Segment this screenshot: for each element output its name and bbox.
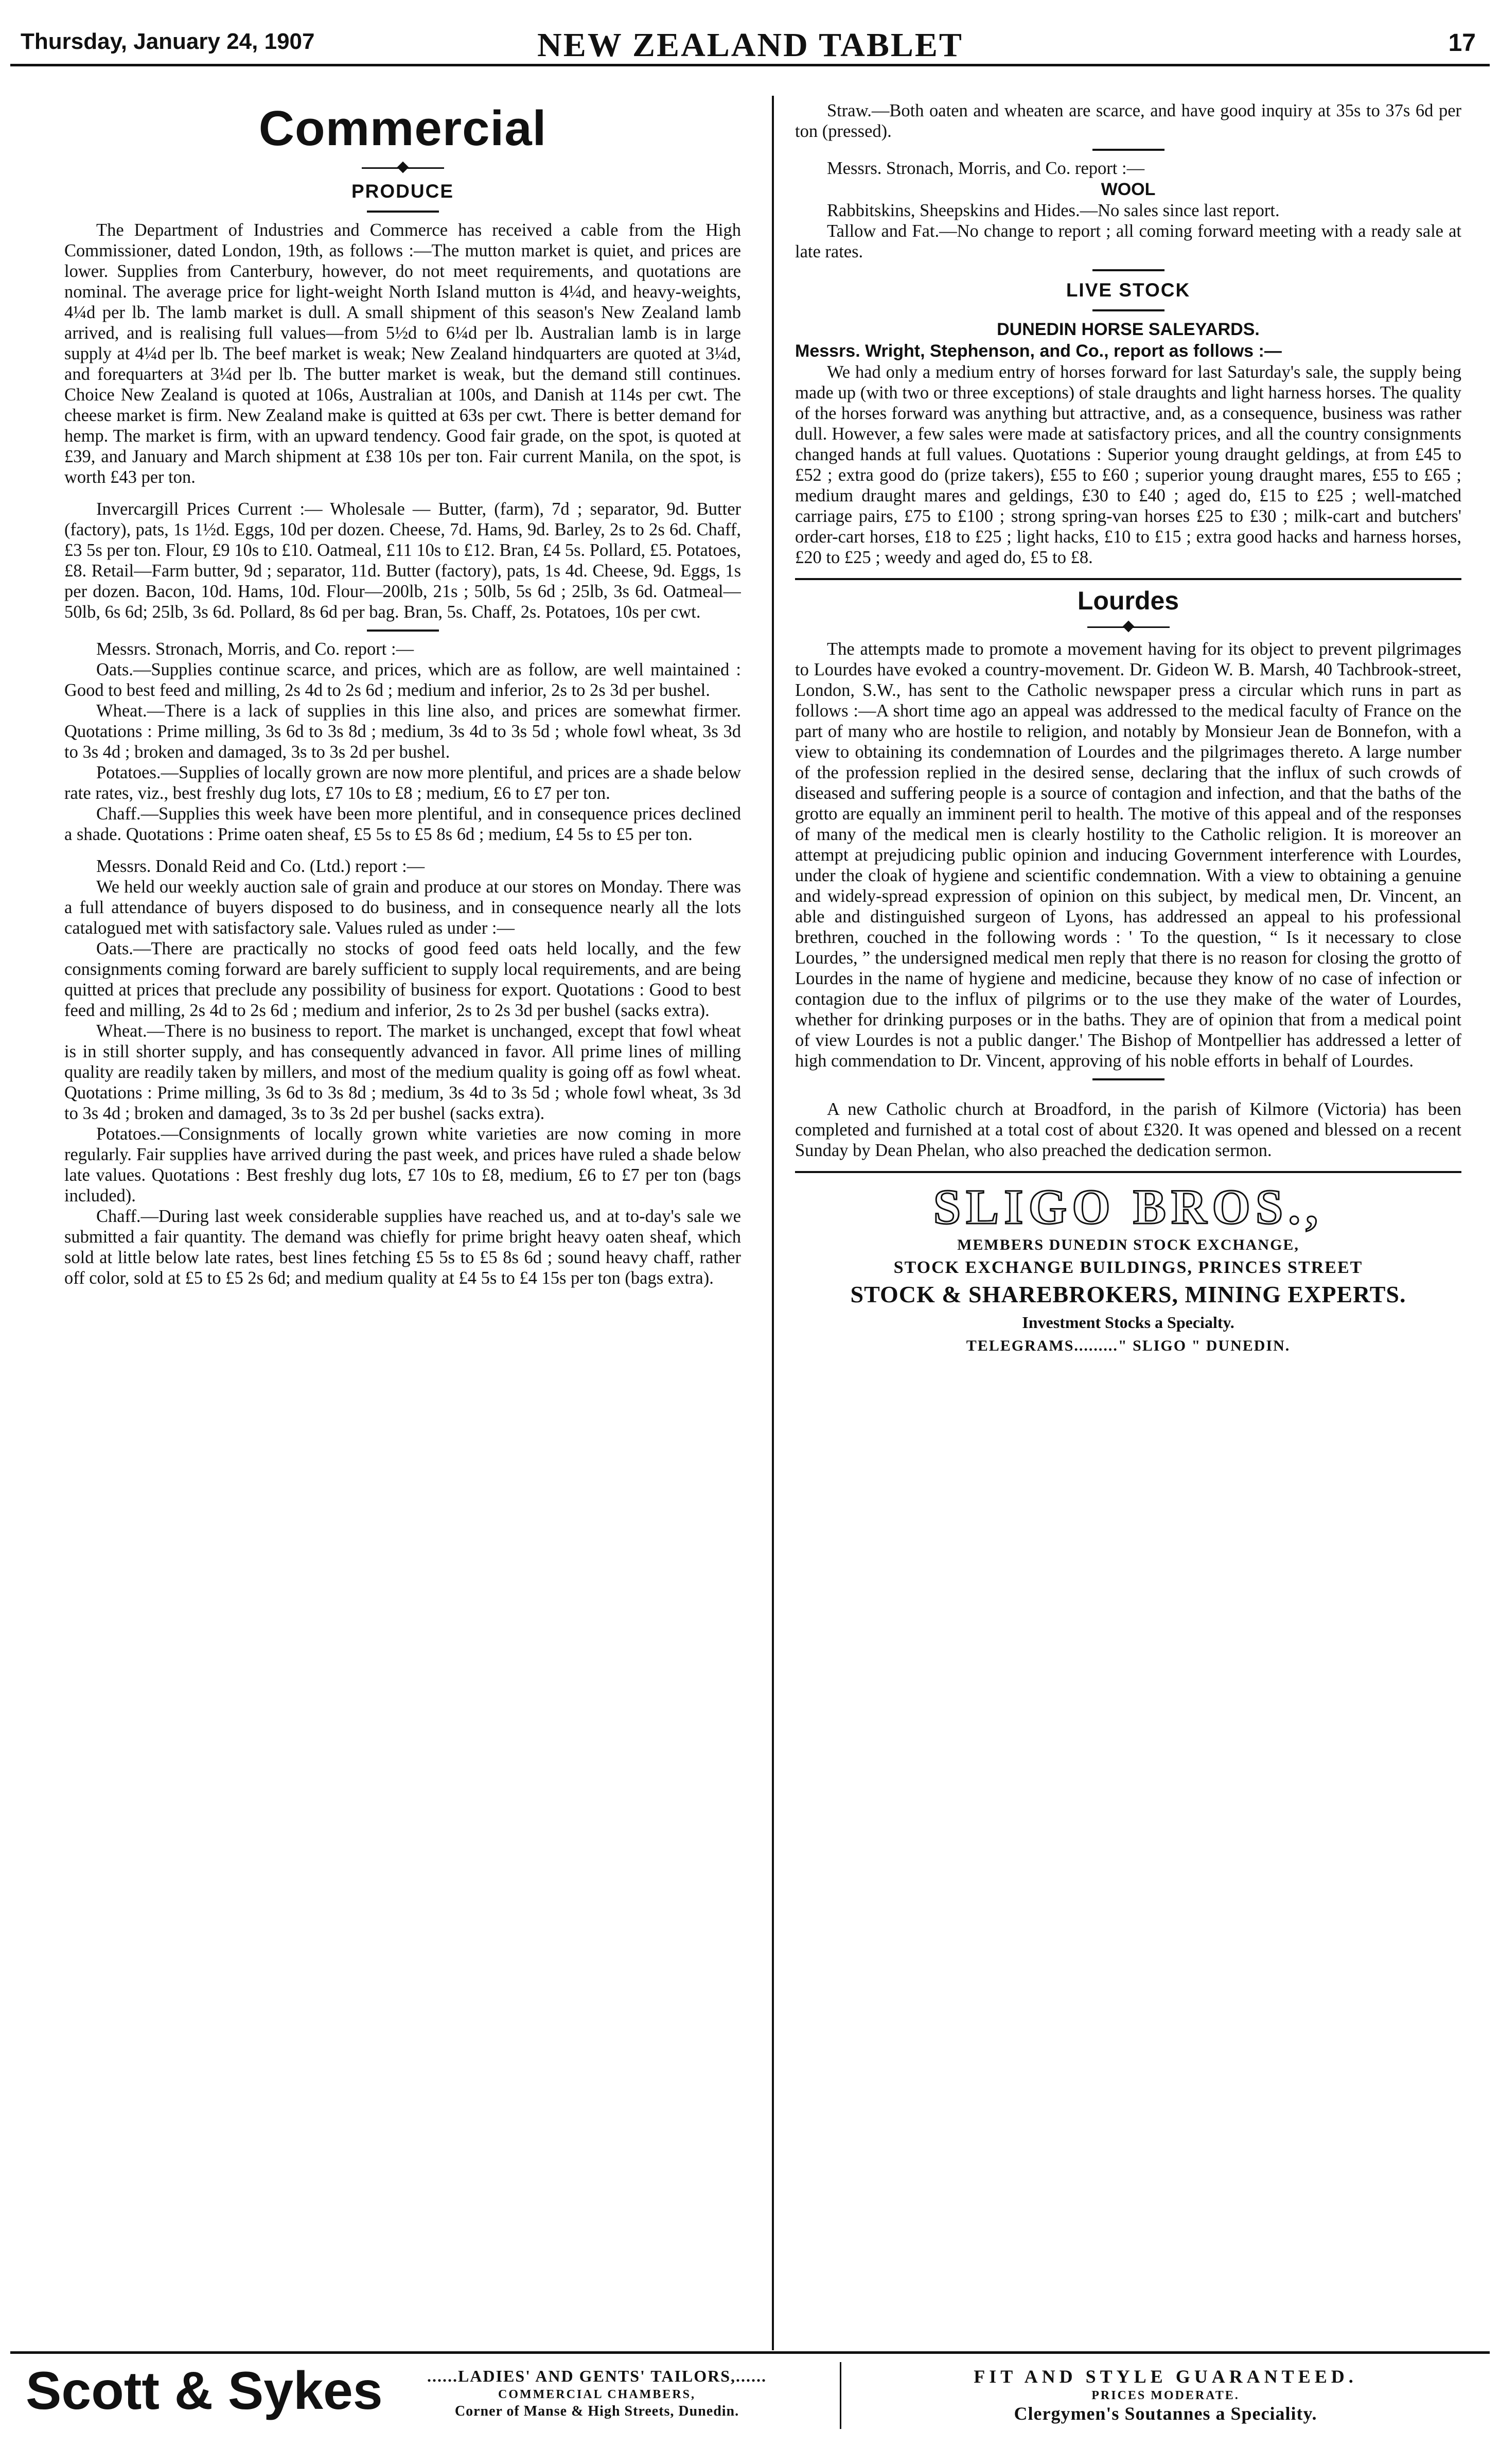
prices-line: PRICES MODERATE. [1091, 2389, 1240, 2402]
scott-sykes-name: Scott & Sykes [26, 2361, 383, 2421]
wool-rabbitskins: Rabbitskins, Sheepskins and Hides.—No sales since last report. [827, 201, 1280, 220]
scott-sykes-advert [10, 2355, 1490, 2458]
tailors-line: ......LADIES' AND GENTS' TAILORS,...... [427, 2367, 767, 2385]
donald-reid-chaff: Chaff.—During last week considerable supplies have reached us, and at to-day's sale we submitted a fair quantity. The demand was chiefly for prime bright heavy oaten sheaf, which sold at little below late rates, best lines fetching £5 5s to £5 8s 6d ; sound heavy chaff, rather off color, sold at £5 to £5 2s 6d; and medium quality at £4 5s to £4 15s per ton (bags extra). [64, 1207, 741, 1288]
short-rule [795, 143, 1461, 157]
short-rule [795, 303, 1461, 318]
lourdes-article: The attempts made to promote a movement having for its object to prevent pilgrimages to Lourdes have evoked a country-movement. Dr. Gideon W. B. Marsh, 40 Tachbrook-street, London, S.W., has sent to the Catholic newspaper press a circular which runs in part as follows :—A short time ago an appeal was addressed to the medical faculty of France on the part of many who are hostile to religion, and notably by Monsieur Jean de Bonnefon, with a view to obtaining its condemnation of Lourdes and the pilgrimages thereto. A large number of the profession replied in the desired sense, declaring that the influx of such crowds of diseased and suffering people is a source of contagion and infection, and that the baths of the grotto are equally an imminent peril to health. The motive of this appeal and of the responses of many of the medical men is clearly hostility to the Catholic religion. It is moreover an attempt at prejudicing public opinion and inducing Government interference with Lourdes, under the cloak of hygiene and scientific condemnation. With a view to obtaining a genuine and widely-spread expression of opinion on this subject, by medical men, Dr. Vincent, an able and distinguished surgeon of Lyons, has addressed an appeal to his professional brethren, couched in the following words : ' To the question, “ Is it necessary to close Lourdes, ” the undersigned medical men reply that there is no reason for closing the grotto of Lourdes in the name of hygiene and medicine, because they know of no case of infection or contagion due to the influx of pilgrims or to the use they make of the water of Lourdes, whether for drinking purposes or in the baths. They are of opinion that from a medical point of view Lourdes is not a public danger.' The Bishop of Montpellier has addressed a letter of high commendation to Dr. Vincent, approving of his noble efforts in behalf of Lourdes. [795, 639, 1461, 1071]
short-rule [64, 204, 741, 219]
footer-divider [840, 2362, 841, 2429]
stronach-wheat: Wheat.—There is a lack of supplies in this line also, and prices are somewhat firmer. Quotations : Prime milling, 3s 6d to 3s 8d ; medium, 3s 4d to 3s 5d ; whole fowl wheat, 3s 3d to 3s 4d ; broken and damaged, 3s to 3s 2d per bushel. [64, 701, 741, 762]
soutannes-line: Clergymen's Soutannes a Speciality. [1014, 2403, 1317, 2424]
wool-tallow: Tallow and Fat.—No change to report ; all coming forward meeting with a ready sale at late rates. [795, 221, 1461, 261]
sligo-telegrams: TELEGRAMS........." SLIGO " DUNEDIN. [966, 1337, 1291, 1354]
newspaper-title: NEW ZEALAND TABLET [537, 26, 963, 64]
stronach-chaff: Chaff.—Supplies this week have been more plentiful, and in consequence prices declined a shade. Quotations : Prime oaten sheaf, £5 5s to £5 8s 6d ; medium, £4 5s to £5 per ton. [64, 804, 741, 844]
stronach-potatoes: Potatoes.—Supplies of locally grown are now more plentiful, and prices are a shade below rate rates, viz., best freshly dug lots, £7 10s to £8 ; medium, £6 to £7 per ton. [64, 763, 741, 803]
stronach-oats: Oats.—Supplies continue scarce, and prices, which are as follow, are well maintained : Good to best feed and milling, 2s 4d to 2s 6d ; medium and inferior, 2s to 2s 3d per bushel. [64, 660, 741, 700]
invercargill-prices-paragraph: Invercargill Prices Current :— Wholesale — Butter, (farm), 7d ; separator, 9d. Butter (factory), pats, 1s 1½d. Eggs, 10d per dozen. Cheese, 7d. Hams, 9d. Barley, 2s to 2s 6d. Chaff, £3 5s per ton. Flour, £9 10s to £10. Oatmeal, £11 10s to £12. Bran, £4 5s. Pollard, £5. Potatoes, £8. Retail—Farm butter, 9d ; separator, 11d. Butter (factory), pats, 1s 4d. Cheese, 9d. Eggs, 1s per dozen. Bacon, 10d. Hams, 10d. Flour—200lb, 21s ; 50lb, 5s 6d ; 25lb, 3s 6d. Oatmeal—50lb, 6s 6d; 25lb, 3s 6d. Pollard, 8s 6d per bag. Bran, 5s. Chaff, 2s. Potatoes, 10s per cwt. [64, 499, 741, 622]
section-rule [795, 578, 1461, 585]
broadford-church-paragraph: A new Catholic church at Broadford, in the parish of Kilmore (Victoria) has been completed and furnished at a total cost of about £320. It was opened and blessed on a recent Sunday by Dean Phelan, who also preached the dedication sermon. [795, 1099, 1461, 1160]
short-rule [64, 623, 741, 638]
produce-heading: PRODUCE [351, 181, 454, 202]
issue-date: Thursday, January 24, 1907 [21, 29, 315, 54]
ornament-divider [64, 159, 741, 178]
donald-reid-straw: Straw.—Both oaten and wheaten are scarce, and have good inquiry at 35s to 37s 6d per ton (pressed). [795, 101, 1461, 141]
donald-reid-potatoes: Potatoes.—Consignments of locally grown white varieties are now coming in more regularly. Fair supplies have arrived during the past week, and prices have ruled a shade below late values. Quotations : Best freshly dug lots, £7 10s to £8, medium, £6 to £7 per ton (bags included). [64, 1124, 741, 1205]
left-column [64, 100, 741, 2350]
footer-rule [10, 2351, 1490, 2354]
sligo-members: MEMBERS DUNEDIN STOCK EXCHANGE, [957, 1236, 1299, 1253]
tailors-details [365, 2365, 828, 2421]
column-divider [772, 96, 774, 2350]
stronach-intro: Messrs. Stronach, Morris, and Co. report :— [96, 639, 414, 659]
lourdes-heading: Lourdes [1077, 586, 1179, 615]
livestock-heading: LIVE STOCK [1066, 279, 1191, 301]
page-header [20, 26, 1481, 64]
donald-reid-wheat: Wheat.—There is no business to report. The market is unchanged, except that fowl wheat is in still shorter supply, and has consequently advanced in favor. All prime lines of milling quality are readily taken by millers, and most of the medium quality is going off as fowl wheat. Quotations : Prime milling, 3s 6d to 3s 8d ; medium, 3s 4d to 3s 5d ; whole fowl wheat, 3s 3d to 3s 4d ; broken and damaged, 3s to 3s 2d per bushel (sacks extra). [64, 1021, 741, 1123]
ornament-divider [795, 618, 1461, 637]
donald-reid-oats: Oats.—There are practically no stocks of good feed oats held locally, and the few consignments coming forward are barely sufficient to supply local requirements, and are being quitted at prices that preclude any possibility of business for export. Quotations : Good to best feed and milling, 2s 4d to 2s 6d ; medium and inferior, 2s to 2s 3d per bushel (sacks extra). [64, 939, 741, 1020]
commercial-heading: Commercial [258, 101, 547, 156]
sligo-bros-name: SLIGO BROS., [933, 1179, 1323, 1234]
wool-heading: WOOL [1101, 180, 1156, 199]
tailors-slogans [854, 2365, 1477, 2424]
donald-reid-auction: We held our weekly auction sale of grain and produce at our stores on Monday. There was a full attendance of buyers disposed to do business, and in consequence nearly all the lots catalogued met with satisfactory sale. Values ruled as under :— [64, 877, 741, 938]
short-rule [795, 263, 1461, 277]
horse-sale-report: We had only a medium entry of horses forward for last Saturday's sale, the supply being made up (with two or three exceptions) of stale draughts and light harness horses. The quality of the horses forward was anything but attractive, and, as a consequence, business was rather dull. However, a few sales were made at satisfactory prices, and all the country consignments changed hands at full values. Quotations : Superior young draught geldings, at from £45 to £52 ; extra good do (prize takers), £55 to £60 ; superior young draught mares, £55 to £65 ; medium draught mares and geldings, £30 to £40 ; aged do, £15 to £25 ; well-matched carriage pairs, £75 to £100 ; strong spring-van horses £25 to £30 ; milk-cart and butchers' order-cart horses, £18 to £25 ; light hacks, £10 to £15 ; extra good hacks and harness horses, £20 to £25 ; weedy and aged do, £5 to £8. [795, 362, 1461, 567]
address-line: Corner of Manse & High Streets, Dunedin. [454, 2403, 739, 2419]
livestock-intro: Messrs. Wright, Stephenson, and Co., report as follows :— [795, 341, 1282, 361]
header-rule [10, 64, 1490, 66]
produce-cable-paragraph: The Department of Industries and Commerce has received a cable from the High Commissioner, dated London, 19th, as follows :—The mutton market is quiet, and prices are lower. Supplies from Canterbury, however, do not meet requirements, and quotations are nominal. The average price for light-weight North Island mutton is 4¼d, and heavy-weights, 4¼d per lb. The lamb market is dull. A small shipment of this season's New Zealand lamb arrived, and is realising full values—from 5½d to 6¼d per lb. Australian lamb is in large supply at 4¼d per lb. The beef market is weak; New Zealand hindquarters are quoted at 3¼d, and forequarters at 3¼d per lb. The butter market is weak, but the demand still continues. Choice New Zealand is quoted at 106s, Australian at 100s, and Danish at 114s per cwt. The cheese market is firm. New Zealand make is quitted at 63s per cwt. There is better demand for hemp. The market is firm, with an upward tendency. Good fair grade, on the spot, is quoted at £39, and January and March shipment at £38 10s per ton. Fair current Manila, on the spot, is worth £43 per ton. [64, 220, 741, 487]
donald-reid-intro: Messrs. Donald Reid and Co. (Ltd.) report :— [96, 857, 425, 876]
sligo-specialty: Investment Stocks a Specialty. [1022, 1313, 1234, 1332]
sligo-bros-advert [795, 1171, 1461, 1357]
sligo-business: STOCK & SHAREBROKERS, MINING EXPERTS. [850, 1281, 1406, 1307]
page-number: 17 [1448, 29, 1476, 57]
right-column [795, 100, 1461, 2350]
sligo-address: STOCK EXCHANGE BUILDINGS, PRINCES STREET [893, 1258, 1363, 1277]
chambers-line: COMMERCIAL CHAMBERS, [498, 2388, 696, 2401]
fit-style-line: FIT AND STYLE GUARANTEED. [974, 2366, 1357, 2387]
horse-saleyards-heading: DUNEDIN HORSE SALEYARDS. [997, 320, 1260, 339]
short-rule [795, 1072, 1461, 1087]
wool-intro: Messrs. Stronach, Morris, and Co. report :— [827, 159, 1145, 178]
